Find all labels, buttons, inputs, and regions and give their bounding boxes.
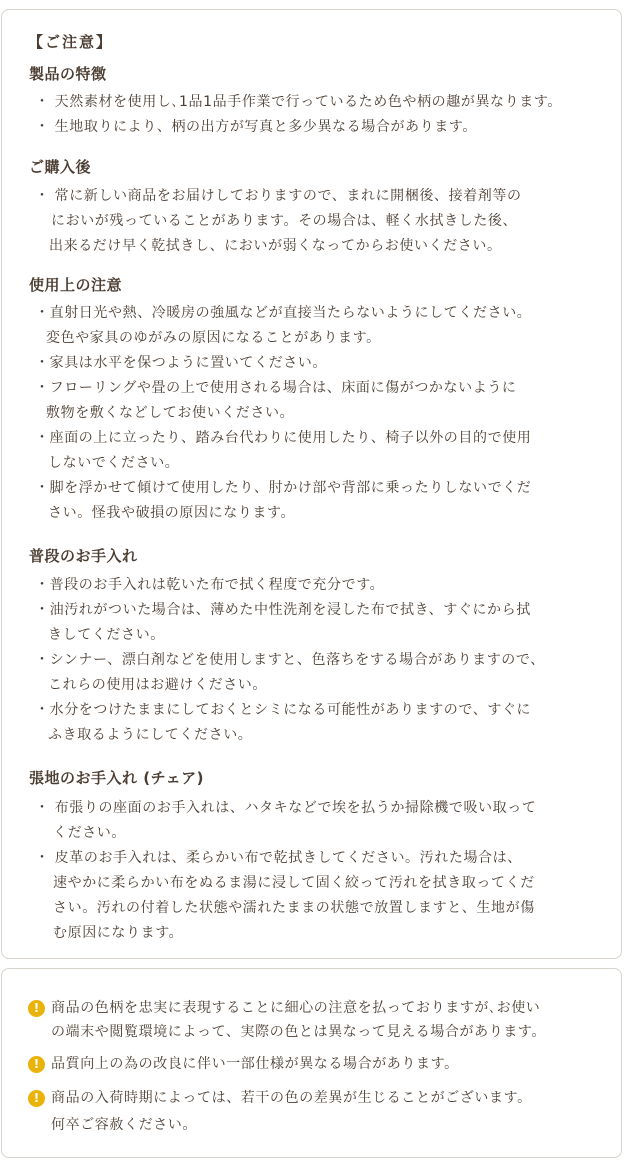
after-purchase-line: においが残っていることがあります。その場合は、軽く水拭きした後、 [51, 213, 518, 229]
disclaimer-line: 商品の色柄を忠実に表現することに細心の注意を払っておりますが､お使い [51, 1000, 541, 1016]
usage-line: 変色や家具のゆがみの原因になることがあります。 [46, 330, 381, 346]
notes-title: 【ご注意】 [28, 33, 114, 51]
daily-care-line: きしてください。 [48, 627, 165, 643]
upholstery-line: む原因になります。 [53, 925, 184, 941]
exclamation-circle-icon: ! [28, 1090, 45, 1107]
usage-line: しないでください。 [48, 455, 180, 471]
usage-line: ・座面の上に立ったり、踏み台代わりに使用したり、椅子以外の目的で使用 [35, 430, 532, 446]
daily-care-line: ・普段のお手入れは乾いた布で拭く程度で充分です。 [35, 577, 385, 593]
usage-line: ・脚を浮かせて傾けて使用したり、肘かけ部や背部に乗ったりしないでくだ [35, 480, 532, 496]
section-heading-upholstery-care: 張地のお手入れ (チェア) [29, 769, 204, 787]
usage-line: ・直射日光や熱、冷暖房の強風などが直接当たらないようにしてください。 [35, 305, 532, 321]
daily-care-line: ・油汚れがついた場合は、薄めた中性洗剤を浸した布で拭き、すぐにから拭 [35, 602, 531, 618]
disclaimer-line: 何卒ご容赦ください。 [51, 1117, 197, 1133]
disclaimer-line: の端末や閲覧環境によって、実際の色とは異なって見える場合があります。 [51, 1024, 546, 1040]
after-purchase-line: 出来るだけ早く乾拭きし、においが弱くなってからお使いください。 [49, 238, 502, 254]
section-heading-features: 製品の特徴 [29, 65, 107, 83]
care-notes-panel [1, 9, 622, 959]
section-heading-usage-cautions: 使用上の注意 [29, 276, 123, 294]
section-heading-daily-care: 普段のお手入れ [29, 547, 138, 565]
daily-care-line: ふき取るようにしてください。 [48, 727, 253, 743]
usage-line: ・家具は水平を保つように置いてください。 [35, 355, 327, 371]
section-heading-after-purchase: ご購入後 [29, 158, 92, 176]
after-purchase-line: ・ 常に新しい商品をお届けしておりますので、まれに開梱後、接着剤等の [35, 188, 522, 204]
exclamation-circle-icon: ! [28, 1000, 45, 1017]
daily-care-line: ・シンナー、漂白剤などを使用しますと、色落ちをする場合がありますので、 [35, 652, 545, 668]
upholstery-line: ください。 [53, 825, 126, 841]
upholstery-line: ・ 皮革のお手入れは、柔らかい布で乾拭きしてください。汚れた場合は、 [35, 850, 522, 866]
usage-line: ・フローリングや畳の上で使用される場合は、床面に傷がつかないように [35, 380, 517, 396]
upholstery-line: さい。汚れの付着した状態や濡れたままの状態で放置しますと、生地が傷 [53, 900, 535, 916]
daily-care-line: ・水分をつけたままにしておくとシミになる可能性がありますので、すぐに [35, 702, 532, 718]
daily-care-line: これらの使用はお避けください。 [48, 677, 267, 693]
usage-line: 敷物を敷くなどしてお使いください。 [46, 405, 295, 421]
disclaimer-panel [1, 968, 622, 1158]
exclamation-circle-icon: ! [28, 1056, 45, 1073]
features-line: ・ 天然素材を使用し､1品1品手作業で行っているため色や柄の趣が異なります。 [35, 94, 562, 110]
upholstery-line: ・ 布張りの座面のお手入れは、ハタキなどで埃を払うか掃除機で吸い取って [35, 800, 537, 816]
disclaimer-line: 商品の入荷時期によっては、若干の色の差異が生じることがございます。 [51, 1090, 532, 1106]
features-line: ・ 生地取りにより、柄の出方が写真と多少異なる場合があります。 [35, 119, 477, 135]
disclaimer-line: 品質向上の為の改良に伴い一部仕様が異なる場合があります。 [51, 1056, 459, 1072]
usage-line: さい。怪我や破損の原因になります。 [48, 505, 296, 521]
upholstery-line: 速やかに柔らかい布をぬるま湯に浸して固く絞って汚れを拭き取ってくだ [53, 875, 535, 891]
